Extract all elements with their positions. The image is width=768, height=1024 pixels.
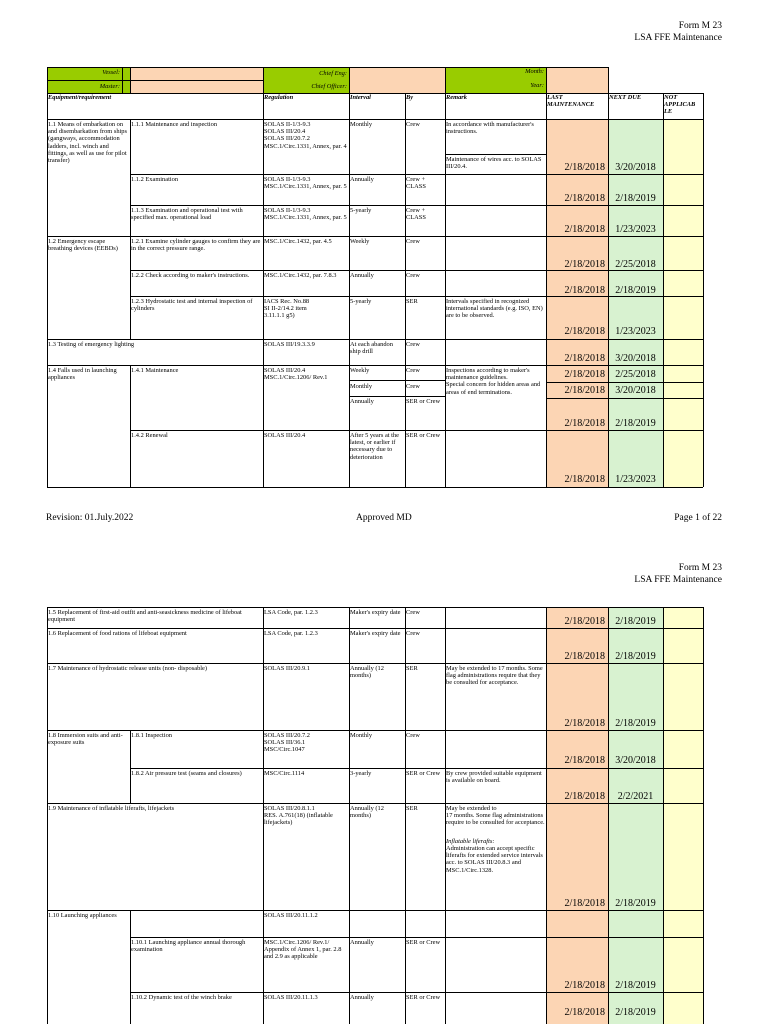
remark-1-1-1-wires: Maintenance of wires acc. to SOLAS III/20.4. — [446, 156, 542, 171]
equip-1-3: 1.3 Testing of emergency lighting — [48, 341, 135, 348]
approved-text: Approved MD — [356, 513, 412, 523]
remark-1-9-admin: Administration can accept specific liferafts for extended service intervals acc. to SOLAS III/20.8.3 and MSC.1/Circ.1328. — [446, 845, 543, 874]
col-next-header: NEXT DUE — [609, 94, 642, 101]
last-1-4-1-monthly: 2/18/2018 — [564, 385, 605, 396]
by-1-4-1-monthly: Crew — [406, 383, 420, 390]
next-1-4-1-annually: 2/18/2019 — [615, 418, 656, 429]
last-1-2-3: 2/18/2018 — [564, 326, 605, 337]
reg-1-2-1: MSC.1/Circ.1432, par. 4.5 — [264, 238, 332, 245]
reg-1-2-3: IACS Rec. No.88 SI II-2/14.2 item 3.11.1.1 g5) — [264, 298, 310, 320]
last-1-1-3: 2/18/2018 — [564, 224, 605, 235]
reg-1-9: SOLAS III/20.8.1.1 RES. A.761(18) (inflatable lifejackets) — [264, 805, 333, 827]
remark-1-9: May be extended to 17 months. Some flag administrations require to be consulted for acceptance. — [446, 805, 545, 827]
master-label: Master: — [99, 83, 120, 90]
by-1-1-2: Crew + CLASS — [406, 176, 426, 191]
next-1-1-3: 1/23/2023 — [615, 224, 656, 235]
form-title: LSA FFE Maintenance — [634, 575, 722, 585]
last-1-7: 2/18/2018 — [564, 718, 605, 729]
by-1-2-3: SER — [406, 298, 418, 305]
month-label: Month: — [525, 68, 544, 75]
next-1-4-1-weekly: 2/25/2018 — [615, 369, 656, 380]
interval-1-6: Maker's expiry date — [350, 630, 401, 637]
reg-1-10: SOLAS III/20.11.1.2 — [264, 912, 318, 919]
sub-1-10-2: 1.10.2 Dynamic test of the winch brake — [131, 994, 232, 1001]
last-1-4-2: 2/18/2018 — [564, 474, 605, 485]
reg-1-10-2: SOLAS III/20.11.1.3 — [264, 994, 318, 1001]
by-1-9: SER — [406, 805, 418, 812]
reg-1-1-2: SOLAS II-1/3-9.3 MSC.1/Circ.1331, Annex, par. 5 — [264, 176, 347, 191]
last-1-1-1: 2/18/2018 — [564, 162, 605, 173]
sub-1-8-2: 1.8.2 Air pressure test (seams and closures) — [131, 770, 242, 777]
next-1-4-1-monthly: 3/20/2018 — [615, 385, 656, 396]
next-1-10-1: 2/18/2019 — [615, 980, 656, 991]
by-1-4-2: SER or Crew — [406, 432, 441, 439]
revision-text: Revision: 01.July.2022 — [46, 513, 134, 523]
remark-1-9-inflatable: Inflatable liferafts: — [446, 838, 495, 845]
reg-1-8-2: MSC/Circ.1114 — [264, 770, 305, 777]
reg-1-1-1: SOLAS II-1/3-9.3 SOLAS III/20.4 SOLAS III/20.7.2 MSC.1/Circ.1331, Annex, par. 4 — [264, 121, 347, 150]
interval-1-4-2: After 5 years at the latest, or earlier if necessary due to deterioration — [350, 432, 399, 461]
remark-1-1-1: In accordance with manufacturer's instructions. — [446, 121, 534, 136]
last-1-4-1-annually: 2/18/2018 — [564, 418, 605, 429]
interval-1-1-3: 5-yearly — [350, 207, 372, 214]
page-number: Page 1 of 22 — [674, 513, 722, 523]
by-1-7: SER — [406, 665, 418, 672]
reg-1-8-1: SOLAS III/20.7.2 SOLAS III/36.1 MSC/Circ.1047 — [264, 732, 310, 754]
col-remark-header: Remark — [446, 94, 467, 101]
interval-1-2-2: Annually — [350, 272, 374, 279]
last-1-2-2: 2/18/2018 — [564, 285, 605, 296]
sub-1-8-1: 1.8.1 Inspection — [131, 732, 172, 739]
by-1-10-1: SER or Crew — [406, 939, 441, 946]
form-code: Form M 23 — [678, 563, 722, 573]
sub-1-1-1: 1.1.1 Maintenance and inspection — [131, 121, 218, 128]
last-1-2-1: 2/18/2018 — [564, 259, 605, 270]
sub-1-4-2: 1.4.2 Renewal — [131, 432, 168, 439]
sub-1-4-1: 1.4.1 Maintenance — [131, 367, 179, 374]
next-1-8-1: 3/20/2018 — [615, 755, 656, 766]
equip-1-7: 1.7 Maintenance of hydrostatic release units (non- disposable) — [48, 665, 208, 672]
interval-1-7: Annually (12 months) — [350, 665, 384, 680]
equip-1-10: 1.10 Launching appliances — [48, 912, 117, 919]
by-1-3: Crew — [406, 341, 420, 348]
remark-1-8-2: By crew provided suitable equipment is available on board. — [446, 770, 542, 785]
col-by-header: By — [406, 94, 414, 101]
next-1-9: 2/18/2019 — [615, 898, 656, 909]
interval-1-1-2: Annually — [350, 176, 374, 183]
chief-officer-label: Chief Officer: — [311, 83, 347, 90]
interval-1-2-3: 5-yearly — [350, 298, 372, 305]
equip-1-5: 1.5 Replacement of first-aid outfit and anti-seasickness medicine of lifeboat equipment — [48, 609, 242, 624]
equip-1-2: 1.2 Emergency escape breathing devices (EEBDs) — [48, 238, 118, 253]
by-1-4-1-weekly: Crew — [406, 367, 420, 374]
next-1-3: 3/20/2018 — [615, 353, 656, 364]
vessel-label: Vessel: — [102, 69, 120, 76]
form-code: Form M 23 — [678, 21, 722, 31]
interval-1-10-2: Annually — [350, 994, 374, 1001]
reg-1-2-2: MSC.1/Circ.1432, par. 7.8.3 — [264, 272, 337, 279]
sub-1-1-2: 1.1.2 Examination — [131, 176, 179, 183]
by-1-1-1: Crew — [406, 121, 420, 128]
equip-1-8: 1.8 Immersion suits and anti- exposure suits — [48, 732, 123, 747]
interval-1-8-1: Monthly — [350, 732, 373, 739]
interval-1-1-1: Monthly — [350, 121, 373, 128]
chief-eng-label: Chief Eng: — [319, 70, 347, 77]
last-1-8-1: 2/18/2018 — [564, 755, 605, 766]
by-1-2-2: Crew — [406, 272, 420, 279]
remark-1-4-1: Inspections according to maker's maintenance guidelines. Special concern for hidden areas and areas of end terminations. — [446, 367, 541, 396]
reg-1-3: SOLAS III/19.3.3.9 — [264, 341, 315, 348]
last-1-10-2: 2/18/2018 — [564, 1007, 605, 1018]
form-title: LSA FFE Maintenance — [634, 33, 722, 43]
by-1-5: Crew — [406, 609, 420, 616]
last-1-4-1-weekly: 2/18/2018 — [564, 369, 605, 380]
next-1-4-2: 1/23/2023 — [615, 474, 656, 485]
interval-1-4-1-annually: Annually — [350, 398, 374, 405]
interval-1-9: Annually (12 months) — [350, 805, 384, 820]
sub-1-2-1: 1.2.1 Examine cylinder gauges to confirm they are in the correct pressure range. — [131, 238, 261, 253]
last-1-10-1: 2/18/2018 — [564, 980, 605, 991]
sub-1-1-3: 1.1.3 Examination and operational test with specified max. operational load — [131, 207, 243, 222]
interval-1-5: Maker's expiry date — [350, 609, 401, 616]
reg-1-6: LSA Code, par. 1.2.3 — [264, 630, 318, 637]
last-1-5: 2/18/2018 — [564, 616, 605, 627]
by-1-8-2: SER or Crew — [406, 770, 441, 777]
equip-1-9: 1.9 Maintenance of inflatable liferafts, lifejackets — [48, 805, 175, 812]
reg-1-10-1: MSC.1/Circ.1206/ Rev.1/ Appendix of Annex 1, par. 2.8 and 2.9 as applicable — [264, 939, 342, 961]
next-1-6: 2/18/2019 — [615, 651, 656, 662]
interval-1-8-2: 3-yearly — [350, 770, 372, 777]
col-last-header: LAST MAINTENANCE — [547, 94, 595, 109]
by-1-10-2: SER or Crew — [406, 994, 441, 1001]
remark-1-2-3: Intervals specified in recognized international standards (e.g. ISO, EN) are to be observed. — [446, 298, 543, 320]
reg-1-5: LSA Code, par. 1.2.3 — [264, 609, 318, 616]
next-1-2-3: 1/23/2023 — [615, 326, 656, 337]
remark-1-7: May be extended to 17 months. Some flag administrations require that they be consulted for acceptance. — [446, 665, 543, 687]
sub-1-10-1: 1.10.1 Launching appliance annual thorough examination — [131, 939, 246, 954]
next-1-7: 2/18/2019 — [615, 718, 656, 729]
reg-1-4-1: SOLAS III/20.4 MSC.1/Circ.1206/ Rev.1 — [264, 367, 328, 382]
last-1-3: 2/18/2018 — [564, 353, 605, 364]
last-1-8-2: 2/18/2018 — [564, 791, 605, 802]
reg-1-4-2: SOLAS III/20.4 — [264, 432, 306, 439]
next-1-2-2: 2/18/2019 — [615, 285, 656, 296]
by-1-1-3: Crew + CLASS — [406, 207, 426, 222]
sub-1-2-3: 1.2.3 Hydrostatic test and internal inspection of cylinders — [131, 298, 253, 313]
equip-1-1: 1.1 Means of embarkation on and disembarkation from ships (gangways, accommodation ladders, incl. winch and fittings, as well as use for pilot transfer) — [48, 121, 127, 165]
by-1-2-1: Crew — [406, 238, 420, 245]
interval-1-10-1: Annually — [350, 939, 374, 946]
last-1-1-2: 2/18/2018 — [564, 193, 605, 204]
col-na-header: NOT APPLICAB LE — [664, 94, 696, 116]
by-1-8-1: Crew — [406, 732, 420, 739]
reg-1-1-3: SOLAS II-1/3-9.3 MSC.1/Circ.1331, Annex, par. 5 — [264, 207, 347, 222]
next-1-8-2: 2/2/2021 — [617, 791, 654, 802]
interval-1-4-1-weekly: Weekly — [350, 367, 370, 374]
year-label: Year: — [530, 82, 544, 89]
interval-1-3: At each abandon ship drill — [350, 341, 393, 356]
equip-1-6: 1.6 Replacement of food rations of lifeboat equipment — [48, 630, 187, 637]
next-1-10-2: 2/18/2019 — [615, 1007, 656, 1018]
last-1-9: 2/18/2018 — [564, 898, 605, 909]
equip-1-4: 1.4 Falls used in launching appliances — [48, 367, 117, 382]
by-1-6: Crew — [406, 630, 420, 637]
next-1-1-1: 3/20/2018 — [615, 162, 656, 173]
sub-1-2-2: 1.2.2 Check according to maker's instructions. — [131, 272, 250, 279]
interval-1-4-1-monthly: Monthly — [350, 383, 373, 390]
col-regulation-header: Regulation — [264, 94, 294, 101]
interval-1-2-1: Weekly — [350, 238, 370, 245]
by-1-4-1-annually: SER or Crew — [406, 398, 441, 405]
next-1-5: 2/18/2019 — [615, 616, 656, 627]
next-1-2-1: 2/25/2018 — [615, 259, 656, 270]
reg-1-7: SOLAS III/20.9.1 — [264, 665, 310, 672]
col-interval-header: Interval — [350, 94, 371, 101]
last-1-6: 2/18/2018 — [564, 651, 605, 662]
col-equipment-header: Equipment/requirement — [48, 94, 112, 101]
next-1-1-2: 2/18/2019 — [615, 193, 656, 204]
